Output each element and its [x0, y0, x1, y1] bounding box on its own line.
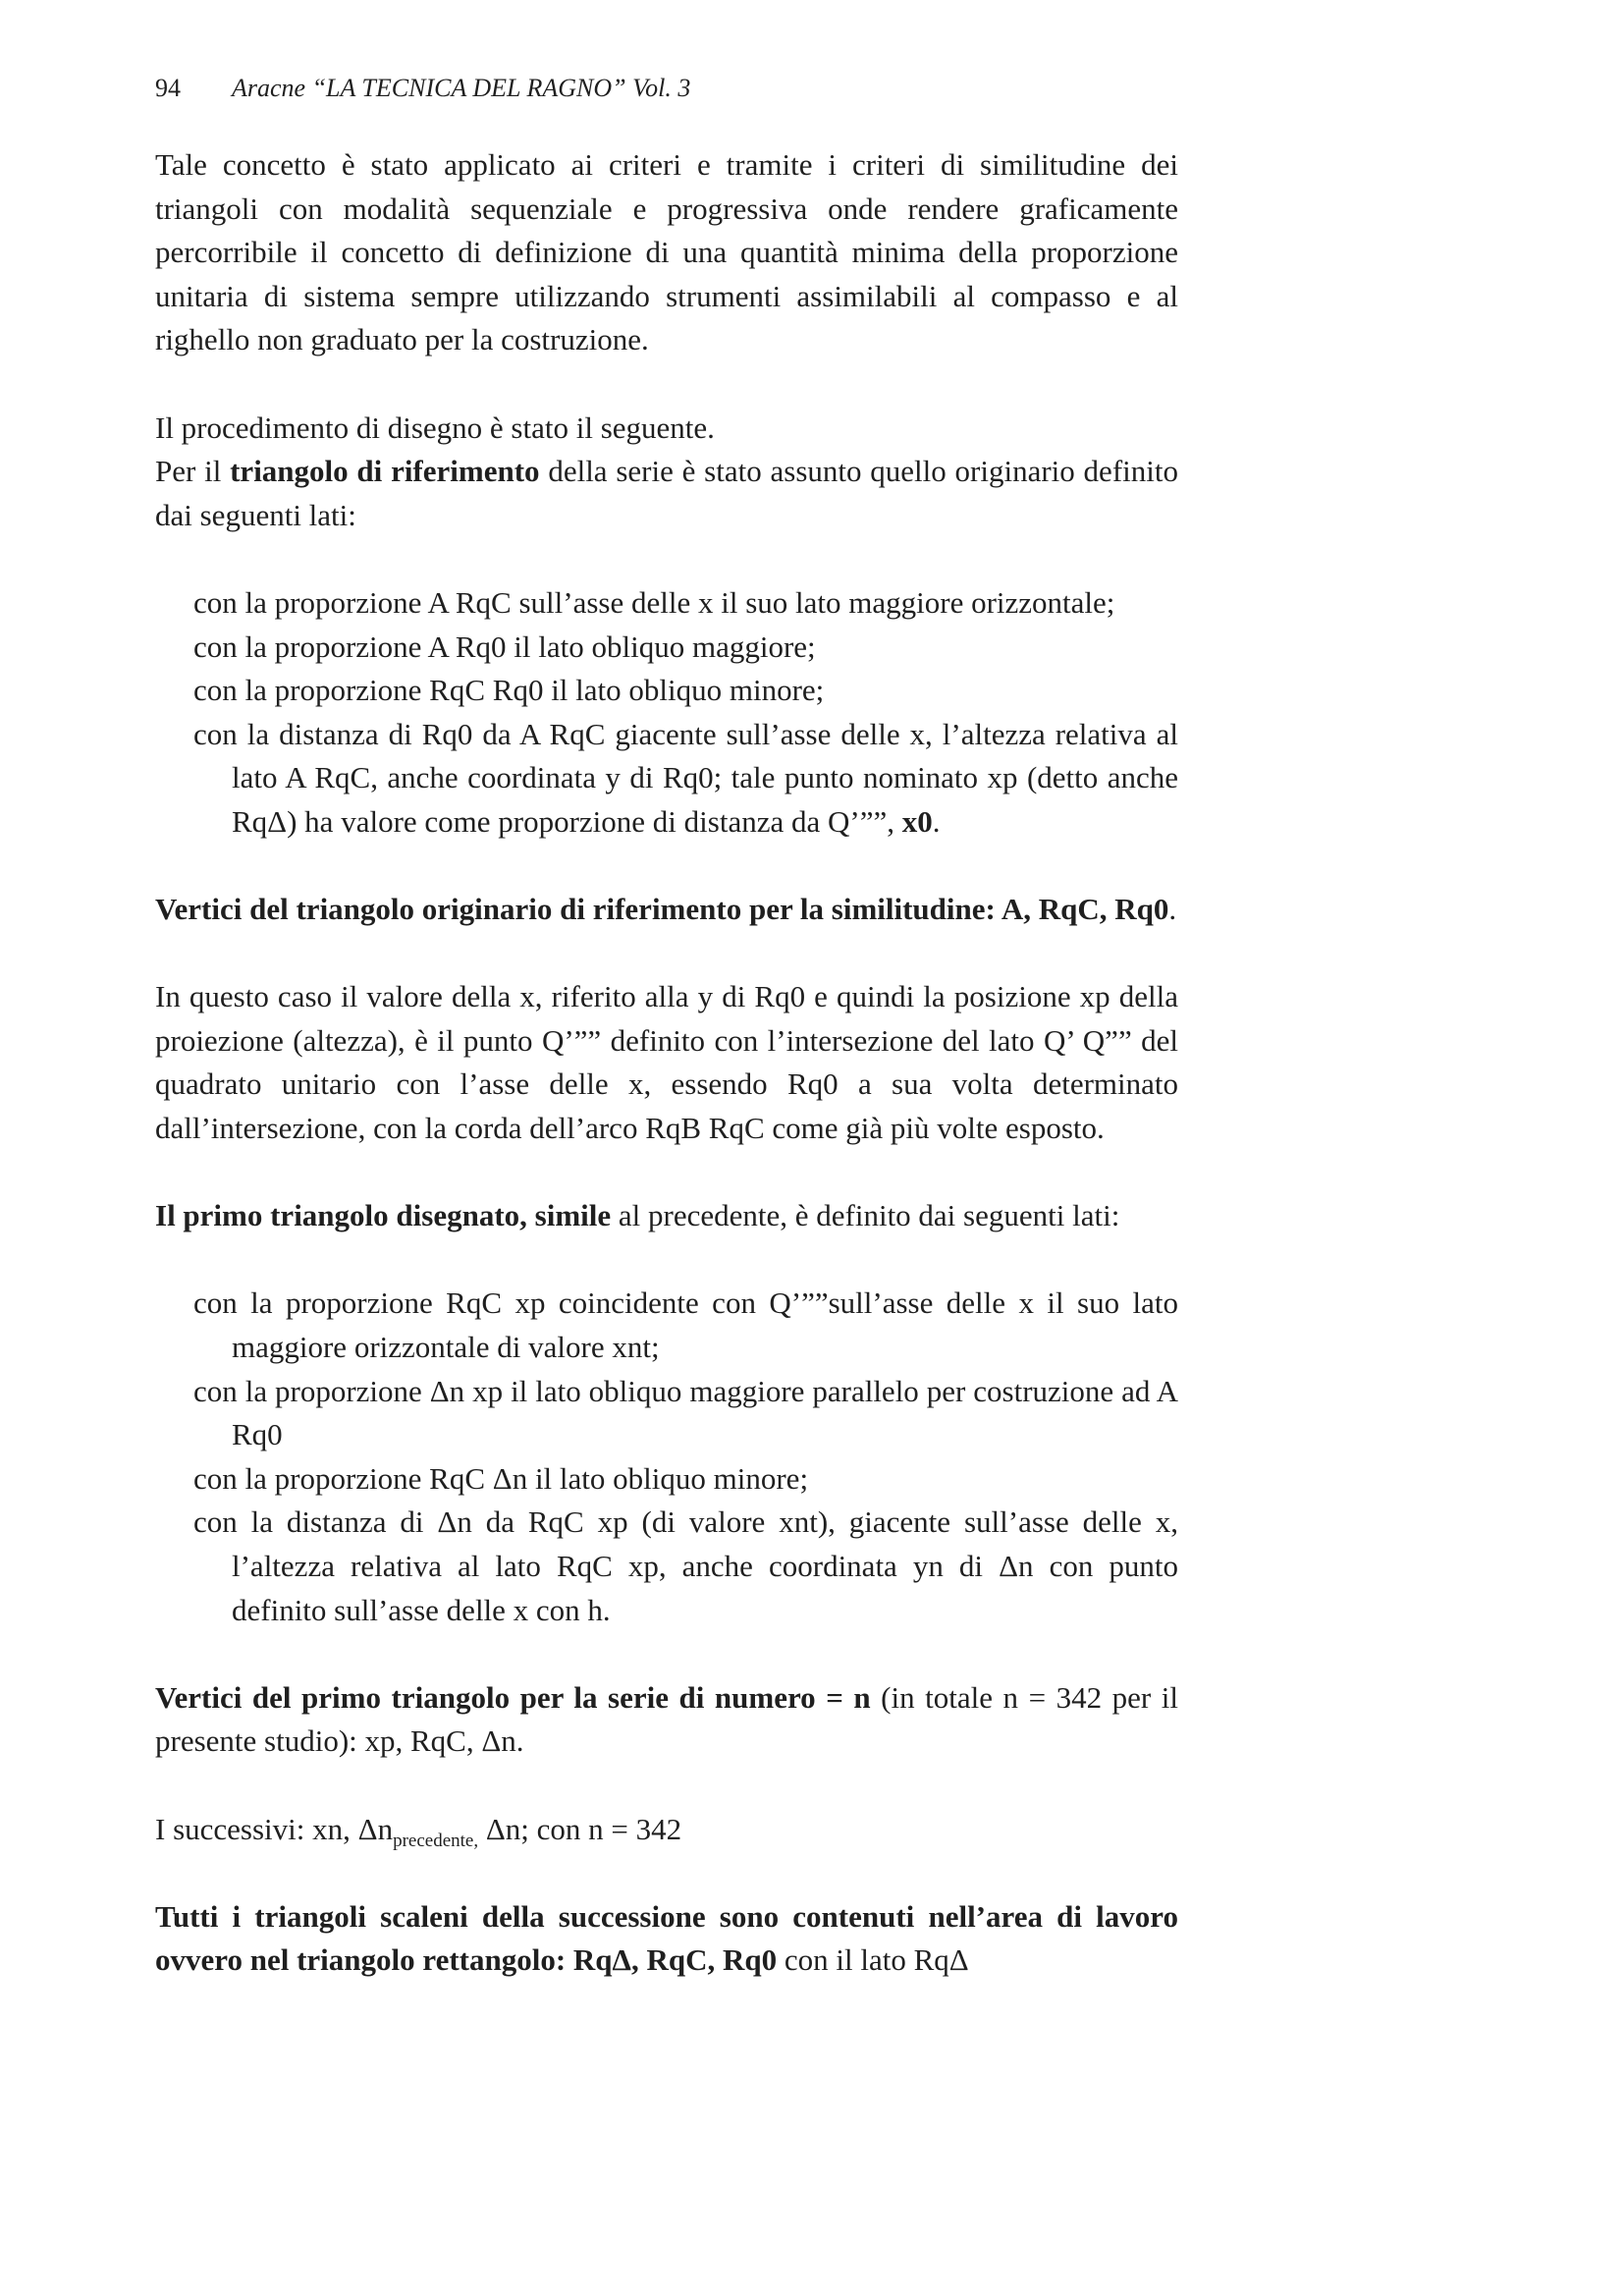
list-item: con la proporzione RqC xp coincidente con Q’””sull’asse delle x il suo lato maggiore orizzontale di valore xnt; — [193, 1285, 1178, 1365]
running-header — [155, 69, 690, 108]
running-title: Aracne “LA TECNICA DEL RAGNO” Vol. 3 — [232, 74, 691, 102]
paragraph-scalene-triangles: Tutti i triangoli scaleni della successione sono contenuti nell’area di lavoro ovvero nel triangolo rettangolo: RqΔ, RqC, Rq0 con il lato RqΔ — [155, 1898, 1178, 1978]
reference-sides-list — [193, 581, 1178, 845]
subscript: precedente, — [393, 1830, 479, 1851]
list-item: con la proporzione Δn xp il lato obliquo maggiore parallelo per costruzione ad A Rq0 — [193, 1373, 1178, 1452]
paragraph-first-vertices: Vertici del primo triangolo per la serie di numero = n (in totale n = 342 per il presente studio): xp, RqC, Δn. — [155, 1679, 1178, 1759]
bold-term: triangolo di riferimento — [230, 454, 540, 489]
page-body — [155, 143, 1178, 1983]
list-item: con la distanza di Rq0 da A RqC giacente sull’asse delle x, l’altezza relativa al lato A RqC, anche coordinata y di Rq0; tale punto nominato xp (detto anche RqΔ) ha valore come proporzione di distanza da Q’””, x0. — [193, 716, 1178, 839]
list-item: con la proporzione A RqC sull’asse delle x il suo lato maggiore orizzontale; — [193, 584, 1115, 620]
list-item: con la proporzione RqC Rq0 il lato obliquo minore; — [193, 673, 825, 708]
list-item: con la distanza di Δn da RqC xp (di valore xnt), giacente sull’asse delle x, l’altezza relativa al lato RqC xp, anche coordinata yn di Δn con punto definito sull’asse delle x con h. — [193, 1504, 1178, 1627]
paragraph-reference-triangle: Per il triangolo di riferimento della serie è stato assunto quello originario definito dai seguenti lati: — [155, 454, 1178, 532]
paragraph-intro: Tale concetto è stato applicato ai criteri e tramite i criteri di similitudine dei triangoli con modalità sequenziale e progressiva onde rendere graficamente percorribile il concetto di definizione di una quantità minima della proporzione unitaria di sistema sempre utilizzando strumenti assimilabili al compasso e al righello non graduato per la costruzione. — [155, 147, 1178, 357]
paragraph-procedure: Il procedimento di disegno è stato il seguente. — [155, 410, 715, 445]
list-item: con la proporzione A Rq0 il lato obliquo maggiore; — [193, 629, 816, 664]
first-triangle-sides-list — [193, 1282, 1178, 1632]
paragraph-x-value: In questo caso il valore della x, riferito alla y di Rq0 e quindi la posizione xp della proiezione (altezza), è il punto Q’”” definito con l’intersezione del lato Q’ Q”” del quadrato unitario con l’asse delle x, essendo Rq0 a sua volta determinato dall’intersezione, con la corda dell’arco RqB RqC come già più volte esposto. — [155, 979, 1178, 1146]
paragraph-successors: I successivi: xn, $\Delta n_{precedente,}$ Δn; con n = 342 — [155, 1811, 682, 1851]
paragraph-first-triangle: Il primo triangolo disegnato, simile al precedente, è definito dai seguenti lati: — [155, 1198, 1120, 1233]
list-item: con la proporzione RqC Δn il lato obliquo minore; — [193, 1460, 809, 1496]
page-number: 94 — [155, 74, 181, 102]
paragraph-reference-vertices: Vertici del triangolo originario di riferimento per la similitudine: A, RqC, Rq0. — [155, 892, 1177, 927]
